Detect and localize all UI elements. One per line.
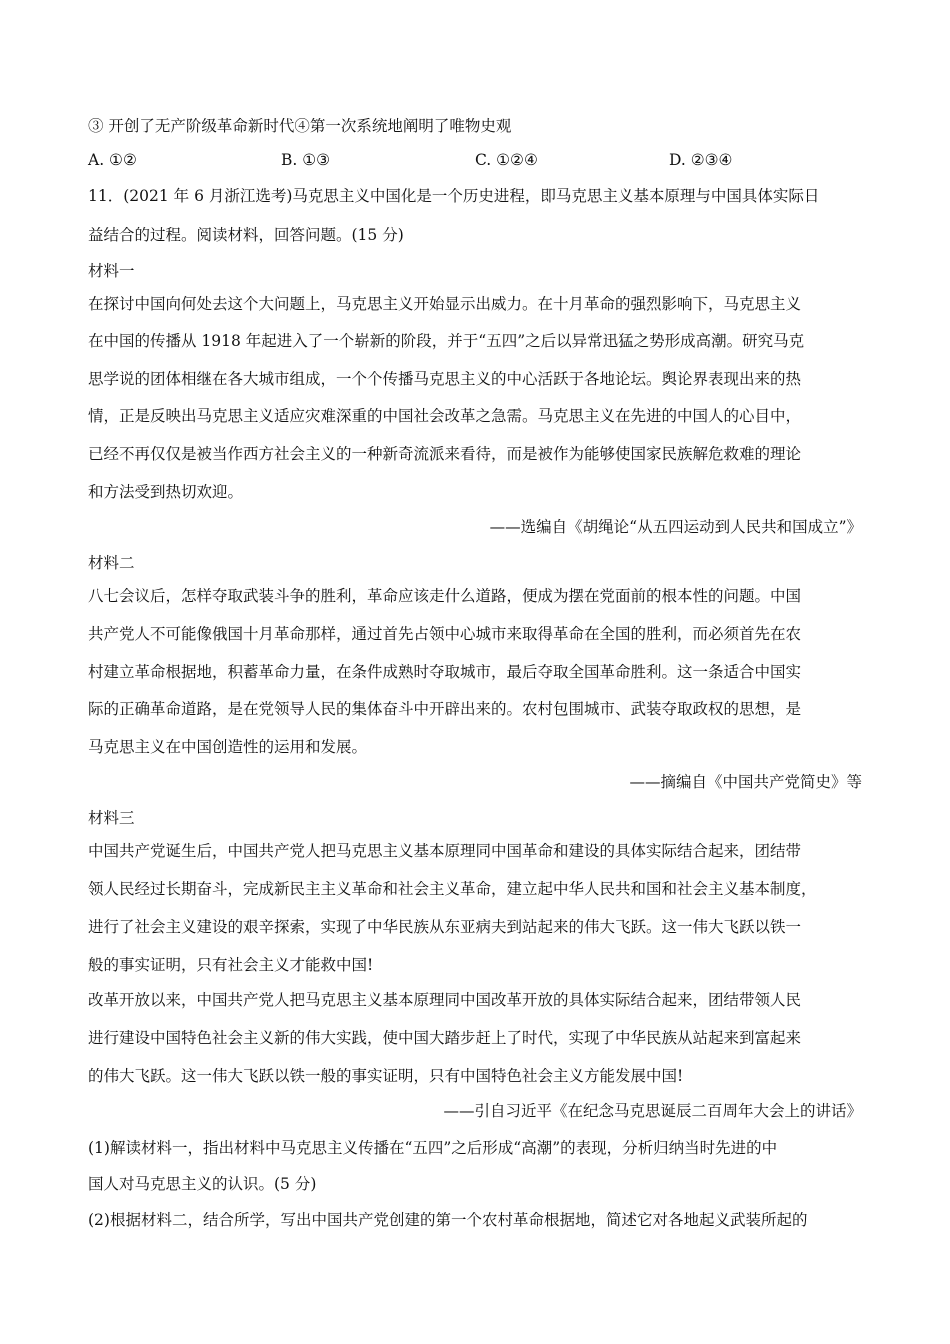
sub-question-1-line2: 国人对马克思主义的认识。(5 分)	[88, 1175, 317, 1193]
q10-options	[88, 150, 868, 170]
material3-line: 进行建设中国特色社会主义新的伟大实践，使中国大踏步赶上了时代，实现了中华民族从站起来到富起来	[88, 1029, 802, 1047]
q11-stem-line1: 11．(2021 年 6 月浙江选考)马克思主义中国化是一个历史进程，即马克思主义基本原理与中国具体实际日	[88, 187, 820, 205]
material2-line: 八七会议后，怎样夺取武装斗争的胜利，革命应该走什么道路，便成为摆在党面前的根本性的问题。中国	[88, 587, 802, 605]
material1-line: 在探讨中国向何处去这个大问题上，马克思主义开始显示出威力。在十月革命的强烈影响下，马克思主义	[88, 295, 802, 313]
material3-line: 改革开放以来，中国共产党人把马克思主义基本原理同中国改革开放的具体实际结合起来，团结带领人民	[88, 991, 802, 1009]
material3-source: ——引自习近平《在纪念马克思诞辰二百周年大会上的讲话》	[443, 1102, 862, 1120]
sub-question-1-line1: (1)解读材料一，指出材料中马克思主义传播在“五四”之后形成“高潮”的表现，分析归纳当时先进的中	[88, 1139, 778, 1157]
q11-stem-line2: 益结合的过程。阅读材料，回答问题。(15 分)	[88, 226, 404, 244]
material1-line: 和方法受到热切欢迎。	[88, 483, 244, 501]
material2-source: ——摘编自《中国共产党简史》等	[629, 773, 862, 791]
material2-line: 村建立革命根据地，积蓄革命力量，在条件成熟时夺取城市，最后夺取全国革命胜利。这一条适合中国实	[88, 663, 802, 681]
q10-continued-line: ③ 开创了无产阶级革命新时代④第一次系统地阐明了唯物史观	[88, 117, 512, 135]
material1-line: 思学说的团体相继在各大城市组成，一个个传播马克思主义的中心活跃于各地论坛。舆论界表现出来的热	[88, 370, 802, 388]
material2-line: 共产党人不可能像俄国十月革命那样，通过首先占领中心城市来取得革命在全国的胜利，而必须首先在农	[88, 625, 802, 643]
material3-line: 般的事实证明，只有社会主义才能救中国!	[88, 956, 374, 974]
material3-label: 材料三	[88, 809, 135, 827]
material2-line: 马克思主义在中国创造性的运用和发展。	[88, 738, 368, 756]
material1-label: 材料一	[88, 262, 135, 280]
material1-line: 情，正是反映出马克思主义适应灾难深重的中国社会改革之急需。马克思主义在先进的中国人的心目中，	[88, 407, 802, 425]
q10-option-a: A. ①②	[88, 151, 137, 169]
sub-question-2-line1: (2)根据材料二，结合所学，写出中国共产党创建的第一个农村革命根据地，简述它对各地起义武装所起的	[88, 1211, 808, 1229]
material1-line: 在中国的传播从 1918 年起进入了一个崭新的阶段，并于“五四”之后以异常迅猛之势形成高潮。研究马克	[88, 332, 805, 350]
material3-line: 进行了社会主义建设的艰辛探索，实现了中华民族从东亚病夫到站起来的伟大飞跃。这一伟大飞跃以铁一	[88, 918, 802, 936]
material3-line: 领人民经过长期奋斗，完成新民主主义革命和社会主义革命，建立起中华人民共和国和社会主义基本制度，	[88, 880, 817, 898]
material1-source: ——选编自《胡绳论“从五四运动到人民共和国成立”》	[489, 518, 862, 536]
q10-option-c: C. ①②④	[475, 151, 538, 169]
material3-line: 的伟大飞跃。这一伟大飞跃以铁一般的事实证明，只有中国特色社会主义方能发展中国!	[88, 1067, 684, 1085]
q10-option-d: D. ②③④	[669, 151, 733, 169]
material2-label: 材料二	[88, 554, 135, 572]
material1-line: 已经不再仅仅是被当作西方社会主义的一种新奇流派来看待，而是被作为能够使国家民族解危救难的理论	[88, 445, 802, 463]
material3-line: 中国共产党诞生后，中国共产党人把马克思主义基本原理同中国革命和建设的具体实际结合起来，团结带	[88, 842, 802, 860]
q10-option-b: B. ①③	[281, 151, 331, 169]
material2-line: 际的正确革命道路，是在党领导人民的集体奋斗中开辟出来的。农村包围城市、武装夺取政权的思想，是	[88, 700, 802, 718]
